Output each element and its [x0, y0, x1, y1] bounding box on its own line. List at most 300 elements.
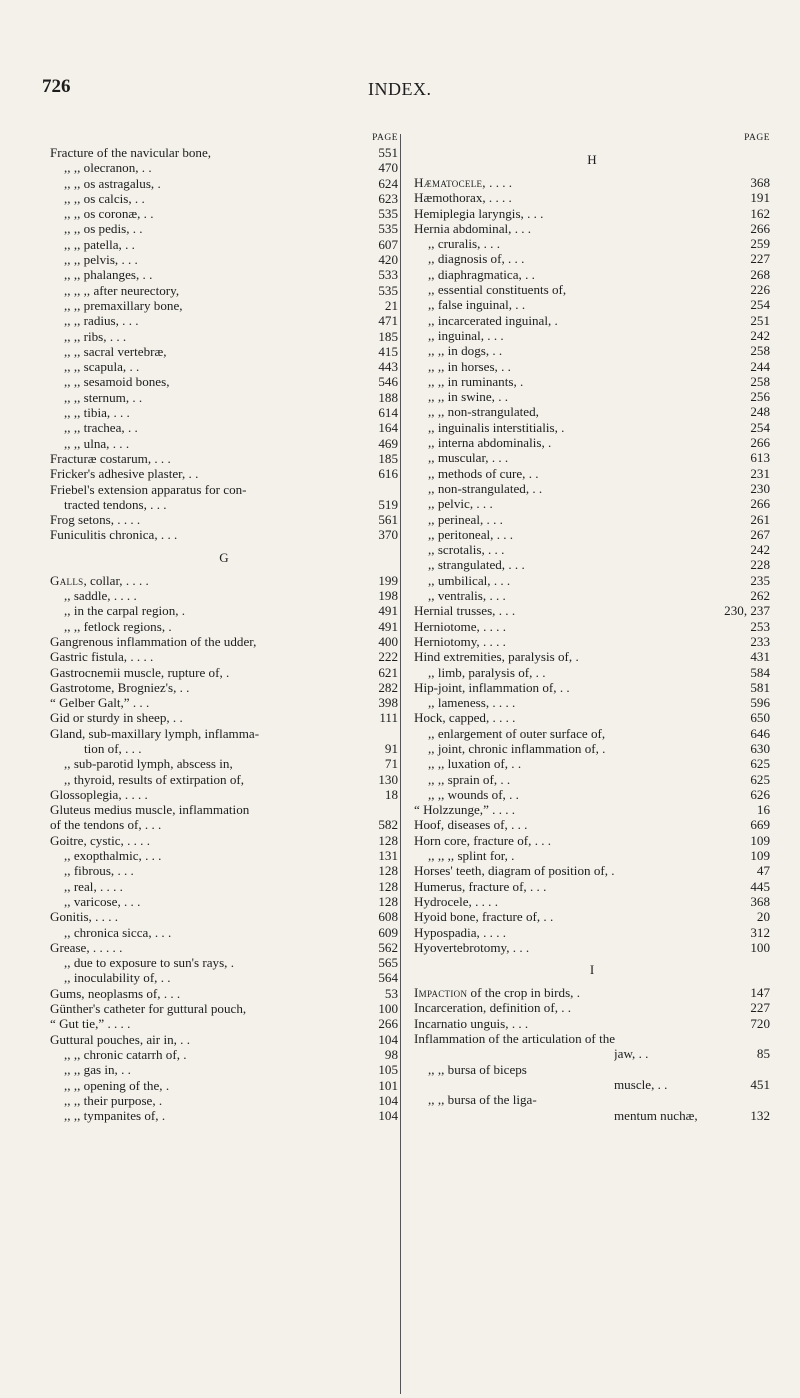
- entry-page: 253: [750, 618, 770, 634]
- entry-page: 20: [756, 909, 770, 925]
- entry-text: Frog setons, . . . .: [50, 512, 141, 528]
- entry-page: 646: [750, 725, 770, 741]
- entry-page: 607: [378, 236, 398, 252]
- entry-text: ,, ,, their purpose, .: [64, 1092, 163, 1108]
- entry-page: 71: [384, 756, 398, 772]
- entry-text: ,, chronica sicca, . . .: [64, 924, 172, 940]
- entry-text: ,, ,, opening of the, .: [64, 1077, 170, 1093]
- entry-page: 370: [378, 527, 398, 543]
- entry-text: Grease, . . . . .: [50, 939, 123, 955]
- entry-page: 100: [378, 1001, 398, 1017]
- index-entry: [50, 1016, 398, 1031]
- index-column-left: [50, 131, 398, 1123]
- entry-page: 564: [378, 970, 398, 986]
- index-entry: [414, 1108, 770, 1123]
- index-entry: [50, 894, 398, 909]
- index-entry: [414, 925, 770, 940]
- index-entry: [414, 741, 770, 756]
- index-entry: [50, 160, 398, 175]
- entry-page: 128: [378, 832, 398, 848]
- entry-page: 400: [378, 633, 398, 649]
- index-entry: [50, 176, 398, 191]
- index-entry: [414, 328, 770, 343]
- index-entry: [414, 665, 770, 680]
- entry-text: ,, ,, os pedis, . .: [64, 221, 143, 237]
- entry-page: 104: [378, 1108, 398, 1124]
- index-entry: [50, 344, 398, 359]
- entry-page: 596: [750, 695, 770, 711]
- entry-text: Hæmatocele, . . . .: [414, 175, 513, 190]
- entry-text: ,, inguinalis interstitialis, .: [428, 419, 565, 435]
- index-entry: [414, 634, 770, 649]
- index-entry: [50, 695, 398, 710]
- entry-text: Incarnatio unguis, . . .: [414, 1015, 529, 1031]
- entry-text: Hemiplegia laryngis, . . .: [414, 205, 544, 221]
- entry-text: ,, inoculability of, . .: [64, 970, 171, 986]
- entry-page: 368: [750, 175, 770, 190]
- index-entry: [50, 833, 398, 848]
- index-entry: [414, 894, 770, 909]
- index-entry: [50, 466, 398, 481]
- entry-text: Hernial trusses, . . .: [414, 603, 516, 619]
- entry-text: Gonitis, . . . .: [50, 909, 119, 925]
- index-entry: [50, 482, 398, 497]
- index-entry: [414, 435, 770, 450]
- index-entry: [414, 680, 770, 695]
- entry-page: 91: [384, 740, 398, 756]
- index-entry: [50, 221, 398, 236]
- entry-page: 491: [378, 618, 398, 634]
- index-entry: [414, 726, 770, 741]
- entry-page: 267: [750, 526, 770, 542]
- entry-page: 623: [378, 190, 398, 206]
- entry-page: 162: [750, 205, 770, 221]
- entry-text: ,, perineal, . . .: [428, 511, 503, 527]
- index-entry: [414, 404, 770, 419]
- index-entry: [414, 1092, 770, 1107]
- entry-page: 242: [750, 327, 770, 343]
- index-entry: [414, 450, 770, 465]
- entry-text: Goitre, cystic, . . . .: [50, 832, 150, 848]
- page-number: 726: [42, 76, 71, 97]
- section-letter: H: [587, 152, 597, 167]
- index-entry: [414, 848, 770, 863]
- entry-text: ,, sub-parotid lymph, abscess in,: [64, 756, 233, 772]
- section-letter: I: [589, 962, 595, 978]
- index-entry: [414, 190, 770, 205]
- entry-page: 584: [750, 664, 770, 680]
- entry-text: ,, umbilical, . . .: [428, 572, 511, 588]
- index-entry: [50, 802, 398, 817]
- index-entry: [414, 251, 770, 266]
- entry-text: Galls, collar, . . . .: [50, 572, 149, 588]
- index-entry: [50, 772, 398, 787]
- entry-text: ,, ,, sternum, . .: [64, 389, 143, 405]
- entry-text: ,, ,, ribs, . . .: [64, 328, 127, 344]
- index-entry: [50, 374, 398, 389]
- index-entry: [50, 787, 398, 802]
- index-entry: [50, 436, 398, 451]
- entry-page: 248: [750, 404, 770, 420]
- index-entry: [50, 451, 398, 466]
- index-entry: [414, 297, 770, 312]
- entry-page: 546: [378, 374, 398, 390]
- entry-page: 185: [378, 450, 398, 466]
- index-entry: [414, 940, 770, 955]
- entry-text: Hyoid bone, fracture of, . .: [414, 909, 554, 925]
- entry-text: ,, essential constituents of,: [428, 282, 567, 298]
- entry-text: ,, ,, scapula, . .: [64, 359, 140, 375]
- entry-text: Inflammation of the articulation of the: [414, 1031, 616, 1047]
- entry-page: 16: [756, 802, 770, 818]
- index-entry: [50, 359, 398, 374]
- entry-text: ,, ,, tympanites of, .: [64, 1108, 166, 1124]
- entry-page: 104: [378, 1092, 398, 1108]
- entry-text: ,, ,, chronic catarrh of, .: [64, 1046, 187, 1062]
- index-entry: [414, 802, 770, 817]
- entry-page: 470: [378, 160, 398, 176]
- index-entry: [50, 573, 398, 588]
- entry-page: 621: [378, 664, 398, 680]
- index-column-right: [414, 131, 770, 1123]
- entry-page: 261: [750, 511, 770, 527]
- entry-text: ,, enlargement of outer surface of,: [428, 725, 606, 741]
- entry-page: 669: [750, 817, 770, 833]
- entry-page: 100: [750, 939, 770, 955]
- index-entry: [414, 756, 770, 771]
- index-entry: [414, 1077, 770, 1092]
- entry-text: Gastric fistula, . . . .: [50, 649, 154, 665]
- entry-page: 561: [378, 512, 398, 528]
- entry-page: 128: [378, 893, 398, 909]
- entry-text: ,, ,, sesamoid bones,: [64, 374, 170, 390]
- entry-page: 614: [378, 405, 398, 421]
- entry-page: 533: [378, 267, 398, 283]
- entry-text: ,, ,, os calcis, . .: [64, 190, 145, 206]
- entry-text: Funiculitis chronica, . . .: [50, 527, 178, 543]
- entry-page: 227: [750, 251, 770, 267]
- index-entry: [50, 588, 398, 603]
- entry-page: 131: [378, 848, 398, 864]
- entry-page: 625: [750, 756, 770, 772]
- entry-page: 111: [379, 710, 398, 726]
- index-entry: [50, 665, 398, 680]
- entry-text: Humerus, fracture of, . . .: [414, 878, 547, 894]
- entry-text: muscle, . .: [614, 1076, 668, 1092]
- index-entry: [50, 726, 398, 741]
- entry-text: ,, in the carpal region, .: [64, 603, 186, 619]
- entry-text: ,, pelvic, . . .: [428, 496, 493, 512]
- entry-text: ,, ,, os coronæ, . .: [64, 206, 154, 222]
- entry-text: ,, ,, luxation of, . .: [428, 756, 522, 772]
- entry-page: 445: [750, 878, 770, 894]
- index-entry: [50, 420, 398, 435]
- entry-text: Hernia abdominal, . . .: [414, 220, 532, 236]
- index-entry: [50, 1062, 398, 1077]
- entry-text: ,, ,, tibia, . . .: [64, 405, 130, 421]
- entry-text: ,, strangulated, . . .: [428, 557, 525, 573]
- entry-text: Gums, neoplasms of, . . .: [50, 985, 181, 1001]
- entry-page: 47: [756, 863, 770, 879]
- entry-page: 188: [378, 389, 398, 405]
- entry-page: 147: [750, 985, 770, 1001]
- index-entry: [50, 512, 398, 527]
- entry-text: Guttural pouches, air in, . .: [50, 1031, 190, 1047]
- index-entry: [414, 1062, 770, 1077]
- entry-text: “ Holzzunge,” . . . .: [414, 802, 516, 818]
- page-title: INDEX.: [368, 79, 432, 99]
- entry-text: Fricker's adhesive plaster, . .: [50, 466, 199, 482]
- entry-page: 128: [378, 863, 398, 879]
- index-entry: [414, 313, 770, 328]
- entry-page: 191: [750, 190, 770, 206]
- entry-page: 21: [384, 297, 398, 313]
- index-entry: [50, 756, 398, 771]
- entry-page: 624: [378, 175, 398, 191]
- index-entry: [50, 237, 398, 252]
- entry-text: ,, ,, sprain of, . .: [428, 771, 511, 787]
- entry-page: 227: [750, 1000, 770, 1016]
- index-entry: [414, 879, 770, 894]
- index-entry: [414, 389, 770, 404]
- index-entry: [414, 282, 770, 297]
- entry-text: “ Gut tie,” . . . .: [50, 1016, 131, 1032]
- entry-page: 101: [378, 1077, 398, 1093]
- entry-page: 53: [384, 985, 398, 1001]
- entry-text: Horses' teeth, diagram of position of, .: [414, 863, 615, 879]
- entry-page: 535: [378, 282, 398, 298]
- index-entry: [50, 634, 398, 649]
- index-entry: [50, 1047, 398, 1062]
- entry-text: Hydrocele, . . . .: [414, 893, 498, 909]
- entry-page: 185: [378, 328, 398, 344]
- entry-page: 262: [750, 588, 770, 604]
- index-entry: [50, 497, 398, 512]
- entry-page: 431: [750, 649, 770, 665]
- entry-page: 582: [378, 817, 398, 833]
- index-entry: [414, 695, 770, 710]
- entry-page: 609: [378, 924, 398, 940]
- entry-text: jaw, . .: [614, 1046, 649, 1062]
- entry-text: ,, non-strangulated, . .: [428, 480, 543, 496]
- entry-page: 720: [750, 1015, 770, 1031]
- entry-text: “ Gelber Galt,” . . .: [50, 695, 150, 711]
- entry-page: 519: [378, 496, 398, 512]
- entry-page: 256: [750, 389, 770, 405]
- entry-text: ,, scrotalis, . . .: [428, 542, 505, 558]
- entry-text: Gland, sub-maxillary lymph, inflamma-: [50, 725, 260, 741]
- index-entry: [414, 588, 770, 603]
- index-entry: [414, 1046, 770, 1061]
- entry-page: 535: [378, 206, 398, 222]
- entry-text: Hoof, diseases of, . . .: [414, 817, 528, 833]
- entry-page: 105: [378, 1062, 398, 1078]
- index-entry: [50, 1001, 398, 1016]
- index-entry: [50, 986, 398, 1001]
- index-entry: [50, 863, 398, 878]
- entry-text: Glossoplegia, . . . .: [50, 786, 148, 802]
- index-entry: [414, 527, 770, 542]
- entry-page: 266: [750, 220, 770, 236]
- entry-page: 228: [750, 557, 770, 573]
- index-entry: [50, 848, 398, 863]
- entry-text: Friebel's extension apparatus for con-: [50, 481, 247, 497]
- entry-text: Impaction of the crop in birds, .: [414, 985, 580, 1001]
- entry-text: ,, ,, os astragalus, .: [64, 175, 161, 191]
- entry-text: ,, ,, bursa of the liga-: [428, 1092, 537, 1108]
- entry-page: 608: [378, 909, 398, 925]
- entry-text: Fracture of the navicular bone,: [50, 145, 212, 160]
- index-entry: [414, 557, 770, 572]
- entry-text: Incarceration, definition of, . .: [414, 1000, 572, 1016]
- entry-page: 85: [756, 1046, 770, 1062]
- entry-page: 104: [378, 1031, 398, 1047]
- entry-page: 266: [750, 496, 770, 512]
- entry-page: 109: [750, 832, 770, 848]
- entry-page: 268: [750, 266, 770, 282]
- entry-text: ,, ,, non-strangulated,: [428, 404, 539, 420]
- entry-page: 109: [750, 848, 770, 864]
- entry-page: 312: [750, 924, 770, 940]
- entry-text: Gangrenous inflammation of the udder,: [50, 633, 257, 649]
- entry-text: mentum nuchæ,: [614, 1107, 698, 1123]
- entry-page: 562: [378, 939, 398, 955]
- entry-text: ,, false inguinal, . .: [428, 297, 526, 313]
- entry-text: ,, ,, ulna, . . .: [64, 435, 130, 451]
- index-entry: [50, 955, 398, 970]
- entry-text: ,, saddle, . . . .: [64, 588, 137, 604]
- index-entry: [414, 512, 770, 527]
- entry-page: 254: [750, 297, 770, 313]
- index-entry: [414, 985, 770, 1000]
- entry-text: ,, ,, premaxillary bone,: [64, 297, 183, 313]
- entry-text: ,, muscular, . . .: [428, 450, 509, 466]
- index-entry: [50, 603, 398, 618]
- entry-page: 266: [750, 435, 770, 451]
- index-entry: [414, 603, 770, 618]
- index-entry: [50, 619, 398, 634]
- index-entry: [414, 787, 770, 802]
- entry-text: ,, exopthalmic, . . .: [64, 848, 162, 864]
- index-entry: [414, 267, 770, 282]
- entry-page: 368: [750, 893, 770, 909]
- entry-page: 443: [378, 359, 398, 375]
- index-entry: [414, 481, 770, 496]
- index-entry: [414, 359, 770, 374]
- index-entry: [50, 741, 398, 756]
- entry-text: Gastrotome, Brogniez's, . .: [50, 679, 190, 695]
- entry-text: Hind extremities, paralysis of, .: [414, 649, 579, 665]
- index-entry: [50, 1093, 398, 1108]
- index-entry: [414, 649, 770, 664]
- index-entry: [50, 267, 398, 282]
- index-entry: [414, 221, 770, 236]
- entry-page: 230, 237: [724, 603, 770, 619]
- entry-page: 650: [750, 710, 770, 726]
- entry-text: ,, ,, bursa of biceps: [428, 1061, 527, 1077]
- index-entry: [414, 1000, 770, 1015]
- entry-text: ,, ,, ,, splint for, .: [428, 848, 515, 864]
- index-entry: [414, 1016, 770, 1031]
- index-entry: [414, 542, 770, 557]
- entry-text: ,, ,, radius, . . .: [64, 313, 139, 329]
- entry-page: 535: [378, 221, 398, 237]
- index-entry: [50, 925, 398, 940]
- entry-text: ,, ,, trachea, . .: [64, 420, 138, 436]
- entry-text: ,, ,, fetlock regions, .: [64, 618, 172, 634]
- index-entry: [50, 1108, 398, 1123]
- index-entry: [50, 909, 398, 924]
- entry-page: 222: [378, 649, 398, 665]
- entry-text: ,, ventralis, . . .: [428, 588, 506, 604]
- entry-text: tion of, . . .: [84, 740, 142, 756]
- entry-text: Hock, capped, . . . .: [414, 710, 516, 726]
- entry-page: 231: [750, 465, 770, 481]
- index-entry: [414, 817, 770, 832]
- entry-text: ,, ,, ,, after neurectory,: [64, 282, 180, 298]
- entry-text: Horn core, fracture of, . . .: [414, 832, 552, 848]
- index-entry: [50, 817, 398, 832]
- entry-page: 551: [378, 145, 398, 160]
- entry-text: ,, incarcerated inguinal, .: [428, 312, 558, 328]
- section-letter: G: [219, 549, 229, 565]
- index-entry: [414, 1031, 770, 1046]
- entry-page: 198: [378, 588, 398, 604]
- index-entry: [50, 390, 398, 405]
- index-entry: [50, 405, 398, 420]
- entry-page: 398: [378, 695, 398, 711]
- entry-page: 471: [378, 313, 398, 329]
- index-entry: [50, 940, 398, 955]
- index-entry: [50, 191, 398, 206]
- entry-text: ,, inguinal, . . .: [428, 327, 504, 343]
- entry-text: Gid or sturdy in sheep, . .: [50, 710, 183, 726]
- index-entry: [50, 527, 398, 542]
- index-entry: [50, 206, 398, 221]
- index-entry: [50, 879, 398, 894]
- entry-text: ,, varicose, . . .: [64, 893, 141, 909]
- entry-page: 266: [378, 1016, 398, 1032]
- entry-text: ,, lameness, . . . .: [428, 695, 516, 711]
- entry-text: ,, methods of cure, . .: [428, 465, 539, 481]
- index-entry: [414, 710, 770, 725]
- entry-page: 132: [750, 1107, 770, 1123]
- entry-text: ,, ,, patella, . .: [64, 236, 135, 252]
- index-entry: [414, 374, 770, 389]
- entry-page: 98: [384, 1046, 398, 1062]
- index-entry: [50, 649, 398, 664]
- entry-text: Gluteus medius muscle, inflammation: [50, 802, 250, 818]
- entry-text: Fracturæ costarum, . . .: [50, 450, 171, 466]
- entry-page: 242: [750, 542, 770, 558]
- entry-text: ,, ,, pelvis, . . .: [64, 252, 138, 268]
- index-entry: [414, 573, 770, 588]
- entry-page: 630: [750, 740, 770, 756]
- entry-page: 282: [378, 679, 398, 695]
- index-entry: [414, 833, 770, 848]
- entry-text: ,, limb, paralysis of, . .: [428, 664, 546, 680]
- entry-page: 254: [750, 419, 770, 435]
- entry-page: 491: [378, 603, 398, 619]
- entry-text: Hyovertebrotomy, . . .: [414, 939, 530, 955]
- entry-page: 625: [750, 771, 770, 787]
- entry-text: ,, interna abdominalis, .: [428, 435, 552, 451]
- entry-text: Günther's catheter for guttural pouch,: [50, 1001, 247, 1017]
- entry-page: 613: [750, 450, 770, 466]
- entry-page: 581: [750, 679, 770, 695]
- index-entry: [414, 619, 770, 634]
- entry-text: tracted tendons, . . .: [64, 496, 167, 512]
